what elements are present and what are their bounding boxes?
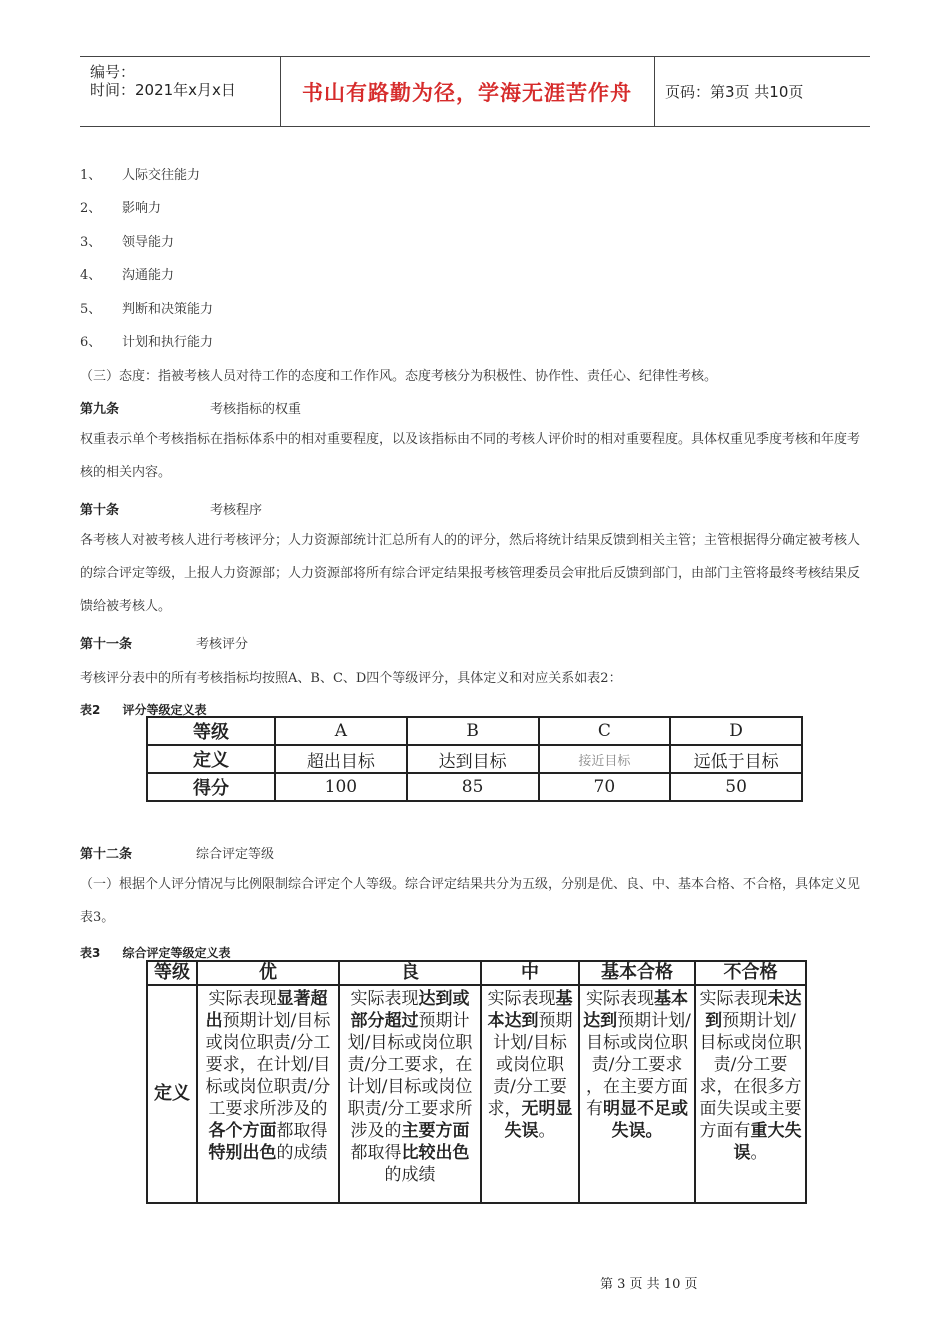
definition-cell: 达到目标 <box>407 745 539 773</box>
table-2-caption-number: 表2 <box>80 703 101 717</box>
grade-cell: 中 <box>481 961 579 985</box>
list-item-text: 计划和执行能力 <box>122 335 214 350</box>
definition-emphasis: 各个方面 <box>208 1121 277 1141</box>
row-label: 等级 <box>147 717 275 745</box>
list-item-number: 4、 <box>80 268 102 283</box>
article-12-title: 综合评定等级 <box>196 847 275 862</box>
definition-cell <box>579 985 695 1203</box>
list-item-number: 2、 <box>80 201 102 216</box>
article-12-number: 第十二条 <box>80 847 133 862</box>
article-11-title: 考核评分 <box>196 637 249 652</box>
table-2-caption-title: 评分等级定义表 <box>122 703 207 717</box>
row-label: 定义 <box>147 745 275 773</box>
definition-text: 。 <box>538 1121 556 1141</box>
grade-cell: B <box>407 717 539 745</box>
definition-cell: 接近目标 <box>539 745 671 773</box>
table-3-caption-title: 综合评定等级定义表 <box>122 946 231 960</box>
definition-text: 预期计划/目标或岗位职责/分工要求 ，在主要方面有 <box>586 1011 691 1119</box>
definition-emphasis: 比较出色 <box>401 1143 470 1163</box>
definition-emphasis: 基本达到 <box>487 989 573 1031</box>
definition-text: 的成绩 <box>384 1165 436 1185</box>
definition-emphasis: 主要方面 <box>401 1121 470 1141</box>
list-item-number: 6、 <box>80 335 102 350</box>
definition-cell <box>339 985 481 1203</box>
definition-emphasis: 未达到 <box>705 989 802 1031</box>
table-row <box>147 717 802 745</box>
score-cell: 100 <box>275 773 407 801</box>
definition-cell: 远低于目标 <box>670 745 802 773</box>
definition-cell: 超出目标 <box>275 745 407 773</box>
document-number-label: 编号： <box>90 63 136 81</box>
definition-emphasis: 重大失误 <box>733 1121 802 1163</box>
definition-emphasis: 特别出色 <box>208 1143 277 1163</box>
grade-cell: 优 <box>197 961 339 985</box>
overall-rating-table <box>146 960 807 1204</box>
definition-text: 都取得 <box>276 1121 328 1141</box>
definition-emphasis: 基本达到 <box>583 989 688 1031</box>
grade-cell: 基本合格 <box>579 961 695 985</box>
definition-text: 实际表现 <box>350 989 419 1009</box>
table-row <box>147 961 806 985</box>
header-meta-cell <box>80 57 281 126</box>
grade-cell: A <box>275 717 407 745</box>
definition-emphasis: 显著超出 <box>205 989 328 1031</box>
definition-text: 实际表现 <box>586 989 654 1009</box>
page-footer: 第 3 页 共 10 页 <box>600 1277 698 1292</box>
table-row <box>147 985 806 1203</box>
article-11-number: 第十一条 <box>80 637 133 652</box>
list-item-number: 1、 <box>80 168 102 183</box>
definition-text: 实际表现 <box>699 989 768 1009</box>
row-label: 等级 <box>147 961 197 985</box>
article-10-number: 第十条 <box>80 503 120 518</box>
definition-text: 预期计划/目标或岗位职责/分工要求，在很多方面失误或主要方面有 <box>699 1011 802 1141</box>
table-3-caption-number: 表3 <box>80 946 101 960</box>
definition-cell <box>481 985 579 1203</box>
grade-cell: 良 <box>339 961 481 985</box>
header-page-cell <box>655 57 870 126</box>
list-item-text: 影响力 <box>122 201 162 216</box>
score-cell: 50 <box>670 773 802 801</box>
table-3-caption <box>80 944 231 961</box>
article-11-body: 考核评分表中的所有考核指标均按照A、B、C、D四个等级评分，具体定义和对应关系如表2： <box>80 671 622 686</box>
article-10-body: 各考核人对被考核人进行考核评分；人力资源部统计汇总所有人的的评分，然后将统计结果反馈到相关主管；主管根据得分确定被考核人的综合评定等级，上报人力资源部；人力资源部将所有综合评定结果报考核管理委员会审批后反馈到部门，由部门主管将最终考核结果反馈给被考核人。 <box>80 533 861 614</box>
header-page-number: 页码：第3页 共10页 <box>665 83 804 101</box>
definition-text: 都取得 <box>350 1143 402 1163</box>
definition-text: 预期计划/目标或岗位职责/分工要求，在计划/目标或岗位职责/分工要求所涉及的 <box>347 1011 473 1141</box>
definition-cell <box>695 985 806 1203</box>
header-motto: 书山有路勤为径，学海无涯苦作舟 <box>302 80 632 105</box>
definition-text: 预期计划/目标或岗位职责/分工要求，在计划/目标或岗位职责/分工要求所涉及的 <box>205 1011 331 1119</box>
header-motto-cell <box>280 57 655 126</box>
list-item-number: 5、 <box>80 302 102 317</box>
definition-emphasis: 达到或部分超过 <box>350 989 470 1031</box>
list-item-text: 沟通能力 <box>122 268 175 283</box>
list-item-text: 领导能力 <box>122 235 175 250</box>
table-row <box>147 773 802 801</box>
grade-definition-table <box>146 716 803 802</box>
article-12-body: （一）根据个人评分情况与比例限制综合评定个人等级。综合评定结果共分为五级，分别是优、良、中、基本合格、不合格，具体定义见表3。 <box>80 877 861 925</box>
definition-cell <box>197 985 339 1203</box>
score-cell: 70 <box>539 773 671 801</box>
definition-text: 实际表现 <box>487 989 556 1009</box>
list-item-number: 3、 <box>80 235 102 250</box>
table-row <box>147 745 802 773</box>
definition-text: 。 <box>750 1143 768 1163</box>
article-9-number: 第九条 <box>80 402 120 417</box>
article-9-title: 考核指标的权重 <box>210 402 302 417</box>
grade-cell: 不合格 <box>695 961 806 985</box>
definition-emphasis: 无明显失误 <box>504 1099 573 1141</box>
definition-text: 的成绩 <box>276 1143 328 1163</box>
row-label: 得分 <box>147 773 275 801</box>
row-label: 定义 <box>147 985 197 1203</box>
definition-text: 实际表现 <box>208 989 277 1009</box>
grade-cell: C <box>539 717 671 745</box>
list-item-text: 判断和决策能力 <box>122 302 214 317</box>
attitude-paragraph: （三）态度：指被考核人员对待工作的态度和工作作风。态度考核分为积极性、协作性、责任心、纪律性考核。 <box>80 369 718 384</box>
score-cell: 85 <box>407 773 539 801</box>
definition-emphasis: 明显不足或失误。 <box>603 1099 688 1141</box>
page-header <box>80 56 870 127</box>
article-10-title: 考核程序 <box>210 503 263 518</box>
grade-cell: D <box>670 717 802 745</box>
article-9-body: 权重表示单个考核指标在指标体系中的相对重要程度，以及该指标由不同的考核人评价时的相对重要程度。具体权重见季度考核和年度考核的相关内容。 <box>80 432 861 480</box>
document-time-label: 时间：2021年x月x日 <box>90 81 236 99</box>
list-item-text: 人际交往能力 <box>122 168 201 183</box>
definition-text: 预期计划/目标或岗位职责/分工要求， <box>487 1011 573 1119</box>
